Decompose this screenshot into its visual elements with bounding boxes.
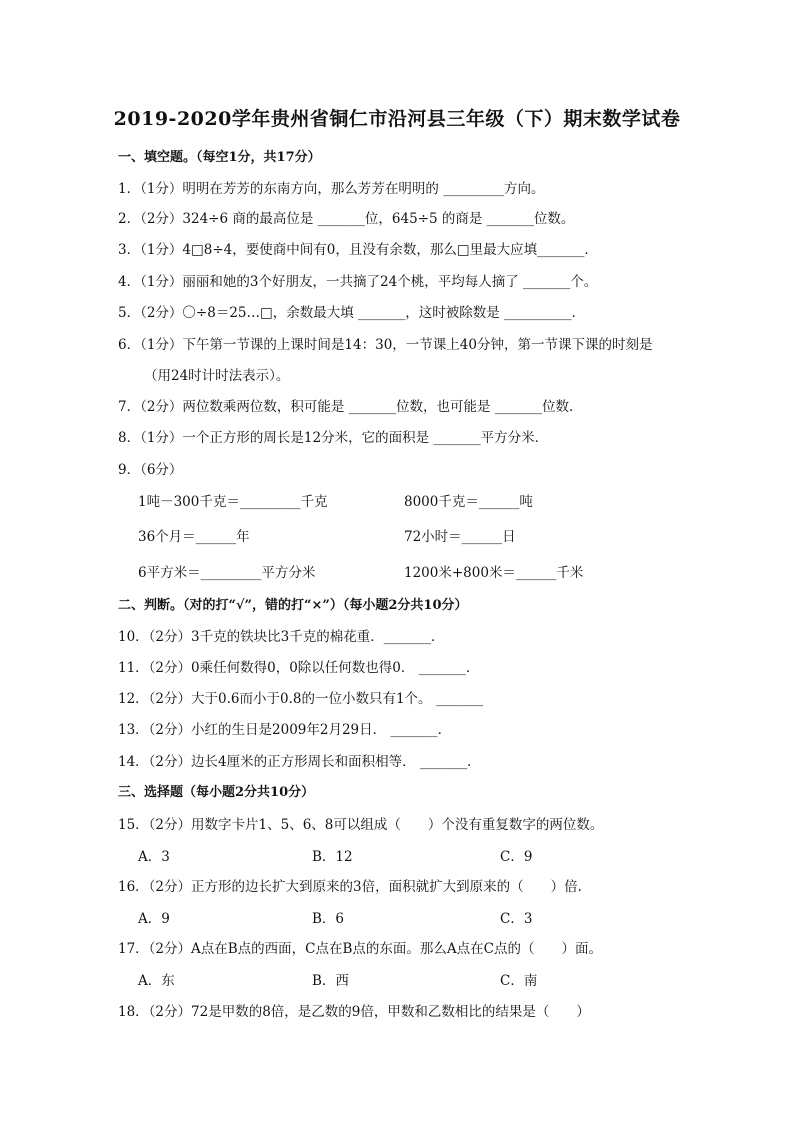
question-10: 10．（2分）3千克的铁块比3千克的棉花重．_______．: [118, 629, 445, 645]
question-7: 7．（2分）两位数乘两位数，积可能是 _______位数，也可能是 _______位数．: [118, 399, 583, 415]
question-1: 1．（1分）明明在芳芳的东南方向，那么芳芳在明明的 _________方向。: [118, 181, 545, 197]
question-15-option-a: A．3: [138, 849, 170, 865]
question-15-option-b: B．12: [312, 849, 353, 865]
question-17-option-a: A．东: [138, 973, 175, 989]
question-17-option-b: B．西: [312, 973, 349, 989]
unit-conversion-2: 8000千克＝______吨: [404, 494, 533, 510]
question-2: 2．（2分）324÷6 商的最高位是 _______位，645÷5 的商是 _______位数。: [118, 211, 575, 227]
question-18: 18．（2分）72是甲数的8倍，是乙数的9倍，甲数和乙数相比的结果是（ ）: [118, 1004, 590, 1020]
question-6-continued: （用24时计时法表示）。: [144, 368, 290, 384]
question-4: 4．（1分）丽丽和她的3个好朋友，一共摘了24个桃，平均每人摘了 _______个。: [118, 274, 598, 290]
unit-conversion-1: 1吨－300千克＝_________千克: [138, 494, 328, 510]
question-17: 17．（2分）A点在B点的西面，C点在B点的东面。那么A点在C点的（ ）面。: [118, 941, 603, 957]
question-15: 15．（2分）用数字卡片1、5、6、8可以组成（ ）个没有重复数字的两位数。: [118, 817, 604, 833]
question-9: 9．（6分）: [118, 462, 183, 478]
question-16-option-a: A．9: [138, 911, 170, 927]
exam-title: 2019-2020学年贵州省铜仁市沿河县三年级（下）期末数学试卷: [113, 108, 681, 130]
question-16: 16．（2分）正方形的边长扩大到原来的3倍，面积就扩大到原来的（ ）倍．: [118, 879, 592, 895]
question-12: 12．（2分）大于0.6而小于0.8的一位小数只有1个。 _______: [118, 691, 484, 707]
unit-conversion-3: 36个月＝______年: [138, 529, 250, 545]
question-16-option-c: C．3: [500, 911, 533, 927]
question-8: 8．（1分）一个正方形的周长是12分米，它的面积是 _______平方分米．: [118, 430, 549, 446]
question-13: 13．（2分）小红的生日是2009年2月29日． _______．: [118, 722, 452, 738]
question-11: 11．（2分）0乘任何数得0，0除以任何数也得0． _______．: [118, 660, 480, 676]
section-multiple-choice: 三、选择题（每小题2分共10分）: [118, 785, 315, 800]
unit-conversion-5: 6平方米＝_________平方分米: [138, 565, 316, 581]
question-14: 14．（2分）边长4厘米的正方形周长和面积相等． _______．: [118, 754, 481, 770]
question-5: 5．（2分）〇÷8＝25…□，余数最大填 _______，这时被除数是 __________．: [118, 305, 586, 321]
question-16-option-b: B．6: [312, 911, 345, 927]
section-fill-in: 一、填空题。（每空1分，共17分）: [118, 150, 321, 165]
question-3: 3．（1分）4□8÷4，要使商中间有0，且没有余数，那么□里最大应填_______．: [118, 242, 598, 258]
unit-conversion-6: 1200米+800米＝______千米: [404, 565, 584, 581]
question-15-option-c: C．9: [500, 849, 533, 865]
question-17-option-c: C．南: [500, 973, 538, 989]
unit-conversion-4: 72小时＝______日: [404, 529, 516, 545]
question-6: 6．（1分）下午第一节课的上课时间是14：30，一节课上40分钟，第一节课下课的时刻是: [118, 337, 653, 353]
section-judgement: 二、判断。（对的打“√”，错的打“×”）（每小题2分共10分）: [118, 598, 468, 613]
